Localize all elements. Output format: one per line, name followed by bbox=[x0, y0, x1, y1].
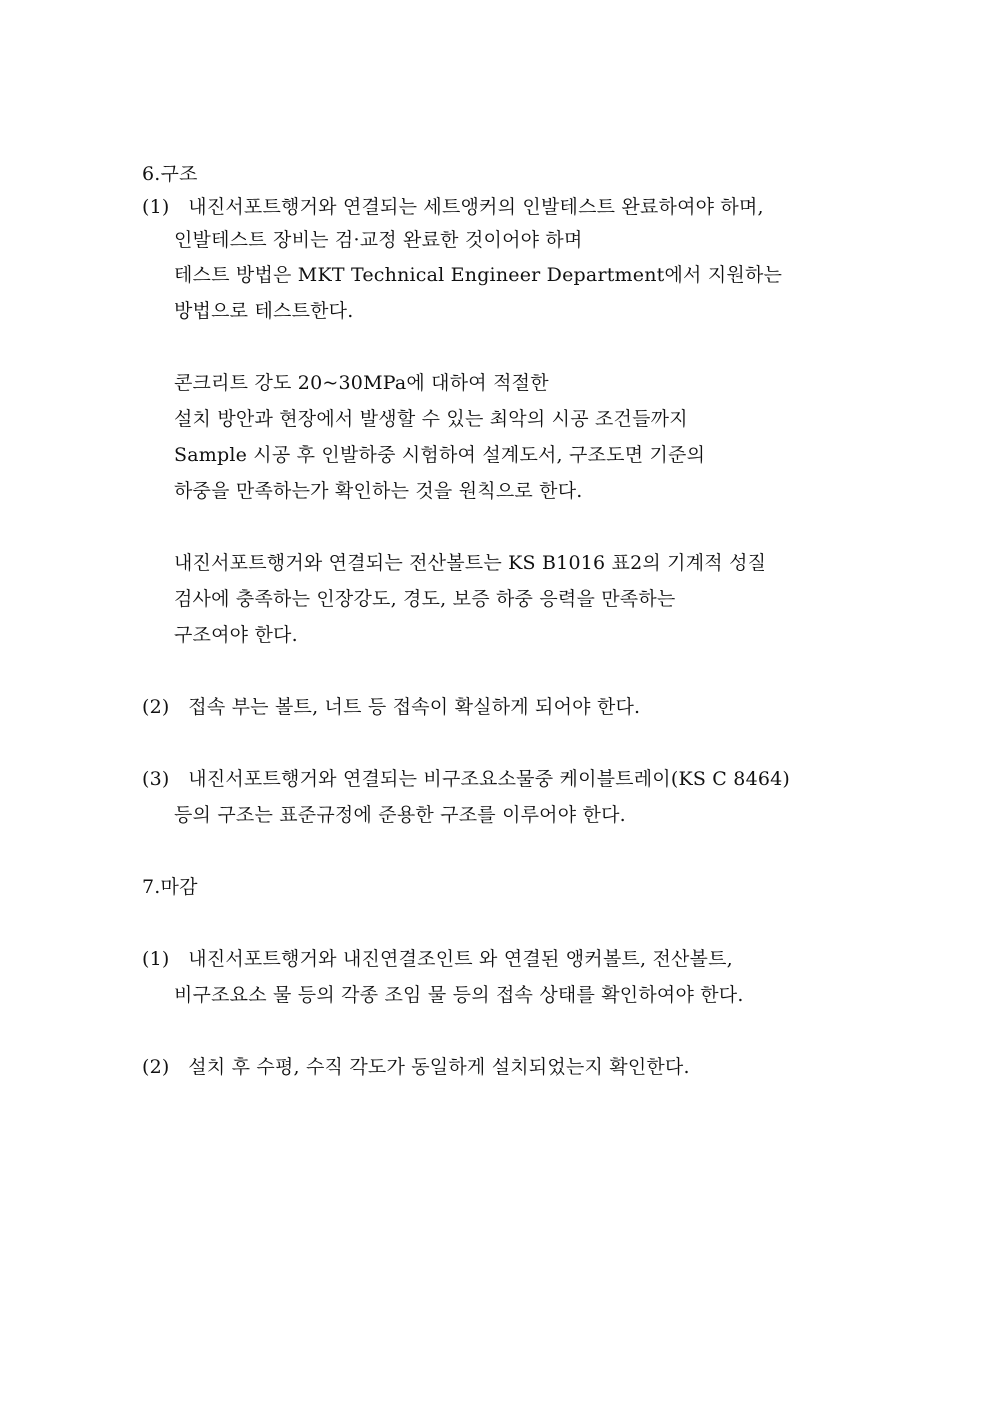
item-marker: (1) bbox=[142, 196, 170, 218]
item-marker: (2) bbox=[142, 1056, 170, 1078]
paragraph-text: 내진서포트행거와 연결되는 전산볼트는 KS B1016 표2의 기계적 성질 bbox=[174, 552, 767, 574]
item-text: 내진서포트행거와 연결되는 세트앵커의 인발테스트 완료하여야 하며, bbox=[188, 196, 764, 218]
item-text: 방법으로 테스트한다. bbox=[174, 300, 354, 322]
item-2-line bbox=[142, 1055, 690, 1079]
item-2-line bbox=[142, 695, 640, 719]
section-heading-finish: 7.마감 bbox=[142, 876, 198, 898]
item-3-first-line bbox=[142, 767, 790, 791]
paragraph-text: 하중을 만족하는가 확인하는 것을 원칙으로 한다. bbox=[174, 480, 583, 502]
item-text: 접속 부는 볼트, 너트 등 접속이 확실하게 되어야 한다. bbox=[188, 696, 641, 718]
paragraph-text: 콘크리트 강도 20~30MPa에 대하여 적절한 bbox=[174, 372, 549, 394]
item-text: 내진서포트행거와 연결되는 비구조요소물중 케이블트레이(KS C 8464) bbox=[188, 768, 791, 790]
item-text: 내진서포트행거와 내진연결조인트 와 연결된 앵커볼트, 전산볼트, bbox=[188, 948, 733, 970]
paragraph-text: 구조여야 한다. bbox=[174, 624, 298, 646]
item-marker: (1) bbox=[142, 948, 170, 970]
item-text: 설치 후 수평, 수직 각도가 동일하게 설치되었는지 확인한다. bbox=[188, 1056, 690, 1078]
item-marker: (3) bbox=[142, 768, 170, 790]
item-marker: (2) bbox=[142, 696, 170, 718]
paragraph-text: Sample 시공 후 인발하중 시험하여 설계도서, 구조도면 기준의 bbox=[174, 444, 706, 466]
paragraph-text: 설치 방안과 현장에서 발생할 수 있는 최악의 시공 조건들까지 bbox=[174, 408, 688, 430]
item-text: 비구조요소 물 등의 각종 조임 물 등의 접속 상태를 확인하여야 한다. bbox=[174, 984, 744, 1006]
item-1-first-line bbox=[142, 947, 733, 971]
paragraph-text: 검사에 충족하는 인장강도, 경도, 보증 하중 응력을 만족하는 bbox=[174, 588, 676, 610]
section-heading-structure: 6.구조 bbox=[142, 163, 198, 185]
item-text: 등의 구조는 표준규정에 준용한 구조를 이루어야 한다. bbox=[174, 804, 626, 826]
item-1-first-line bbox=[142, 195, 764, 219]
item-text: 인발테스트 장비는 검·교정 완료한 것이어야 하며 bbox=[174, 229, 583, 251]
item-text: 테스트 방법은 MKT Technical Engineer Department에서 지원하는 bbox=[174, 264, 783, 286]
